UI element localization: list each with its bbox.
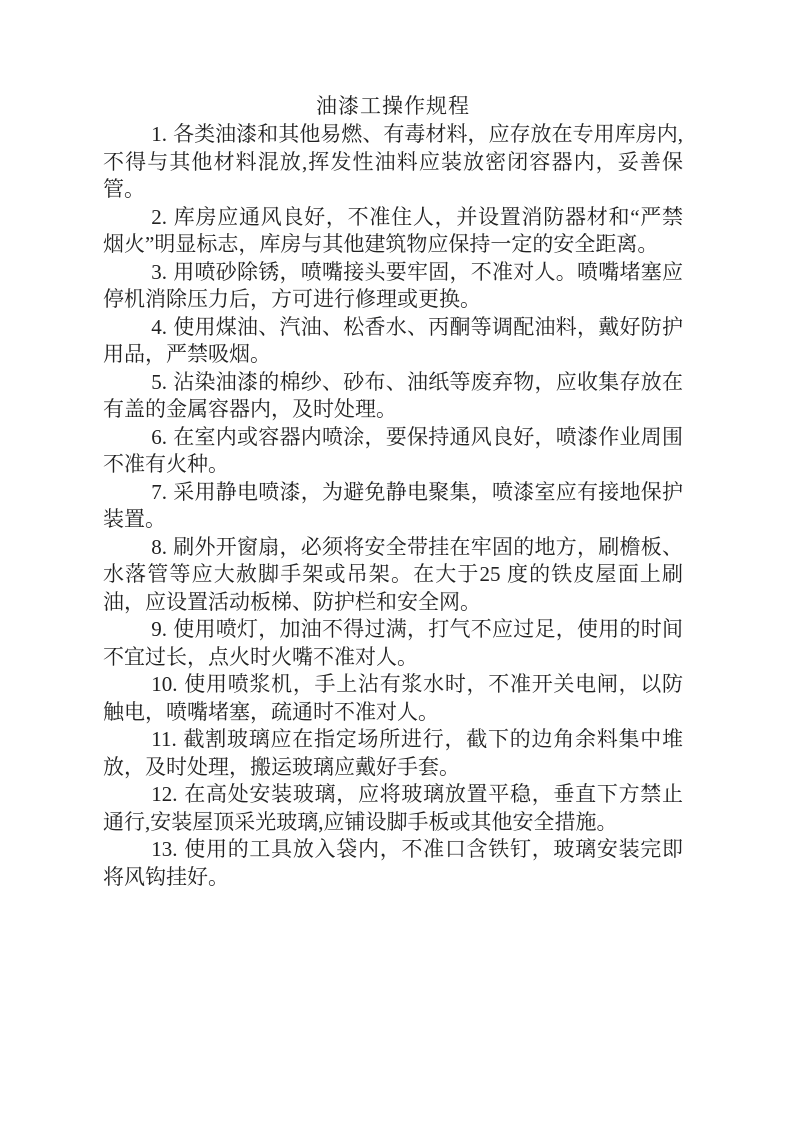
item-number: 12. (151, 782, 178, 806)
item-text: 使用喷浆机，手上沾有浆水时，不准开关电闸，以防触电，喷嘴堵塞，疏通时不准对人。 (103, 672, 683, 724)
document-content (103, 92, 683, 891)
item-number: 5. (151, 369, 168, 394)
item-text: 沾染油漆的棉纱、砂布、油纸等废弃物，应收集存放在有盖的金属容器内，及时处理。 (103, 369, 683, 421)
rule-item-13 (103, 836, 683, 891)
rule-item-6 (103, 424, 683, 479)
rule-item-8 (103, 534, 683, 617)
item-number: 1. (151, 122, 168, 146)
item-number: 2. (151, 204, 168, 229)
item-text: 采用静电喷漆，为避免静电聚集，喷漆室应有接地保护装置。 (103, 479, 683, 531)
item-number: 9. (151, 617, 168, 641)
rule-item-3 (103, 259, 683, 314)
rule-item-1 (103, 121, 683, 204)
rule-item-5 (103, 369, 683, 424)
item-number: 7. (151, 479, 168, 504)
item-number: 13. (151, 837, 178, 861)
rule-item-10 (103, 671, 683, 726)
item-text: 使用的工具放入袋内，不准口含铁钉，玻璃安装完即将风钩挂好。 (103, 837, 683, 889)
item-number: 11. (151, 727, 177, 751)
rule-item-2 (103, 204, 683, 259)
item-text: 库房应通风良好，不准住人，并设置消防器材和“严禁烟火”明显标志，库房与其他建筑物应保持一定的安全距离。 (103, 204, 683, 256)
item-number: 8. (151, 534, 168, 559)
rule-item-11 (103, 726, 683, 781)
item-text: 使用煤油、汽油、松香水、丙酮等调配油料，戴好防护用品，严禁吸烟。 (103, 314, 683, 366)
item-number: 6. (151, 424, 168, 449)
rule-item-7 (103, 479, 683, 534)
item-text: 在室内或容器内喷涂，要保持通风良好，喷漆作业周围不准有火种。 (103, 424, 683, 476)
item-number: 3. (151, 259, 168, 284)
item-number: 10. (151, 672, 178, 696)
rule-item-12 (103, 781, 683, 836)
item-text: 刷外开窗扇，必须将安全带挂在牢固的地方，刷檐板、水落管等应大赦脚手架或吊架。在大于25 度的铁皮屋面上刷油，应设置活动板梯、防护栏和安全网。 (103, 534, 683, 614)
item-text: 用喷砂除锈，喷嘴接头要牢固，不准对人。喷嘴堵塞应停机消除压力后，方可进行修理或更换。 (103, 259, 683, 311)
item-text: 各类油漆和其他易燃、有毒材料，应存放在专用库房内,不得与其他材料混放,挥发性油料应装放密闭容器内，妥善保管。 (103, 122, 683, 201)
document-title: 油漆工操作规程 (316, 94, 470, 118)
rule-item-4 (103, 314, 683, 369)
item-text: 在高处安装玻璃，应将玻璃放置平稳，垂直下方禁止通行,安装屋顶采光玻璃,应铺设脚手板或其他安全措施。 (103, 782, 683, 834)
item-text: 使用喷灯，加油不得过满，打气不应过足，使用的时间不宜过长，点火时火嘴不准对人。 (103, 617, 683, 669)
rule-item-9 (103, 616, 683, 671)
item-number: 4. (151, 314, 168, 339)
item-text: 截割玻璃应在指定场所进行，截下的边角余料集中堆放，及时处理，搬运玻璃应戴好手套。 (103, 727, 683, 779)
